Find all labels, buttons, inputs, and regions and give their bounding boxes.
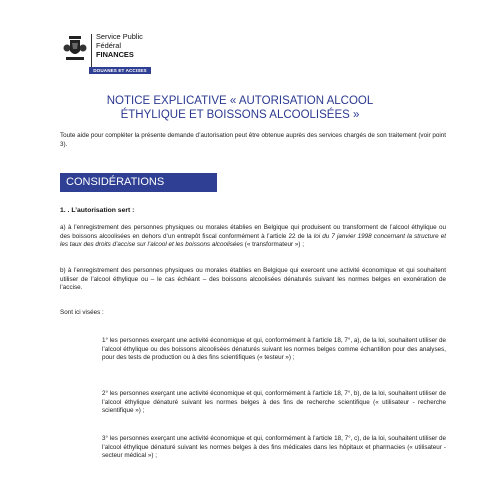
heading-1: 1. . L’autorisation sert : bbox=[60, 207, 135, 214]
list-item: 1° les personnes exerçant une activité économique et qui, conformément à l’article 18, 7°, a), de la loi, souhaitent utiliser de l’alcool éthylique ou des boissons alcoolisées dénaturés suivant les normes belges comme échantillon pour des analyses, pour des tests de production ou à des fins scientifiques (« testeur ») ; bbox=[102, 337, 446, 362]
sont-vises-label: Sont ici visées : bbox=[60, 309, 104, 316]
belgian-coat-of-arms-icon bbox=[63, 34, 87, 62]
department-badge: DOUANES ET ACCISES bbox=[89, 67, 151, 74]
org-line-1: Service Public bbox=[96, 32, 143, 41]
law-title: loi du 7 janvier 1998 concernant la structure et les taux des droits d’accise sur l’alcool et les boissons alcoolisées bbox=[60, 232, 446, 249]
list-item: 3° les personnes exerçant une activité économique et qui, conformément à l’article 18, 7°, c), de la loi, souhaitent utiliser de l’alcool éthylique dénaturé suivant les normes belges à des fins médicales dans les hôpitaux et pharmacies (« utilisateur - secteur médical ») ; bbox=[102, 435, 446, 460]
org-line-3: FINANCES bbox=[96, 50, 134, 59]
paragraph-a-end: (« transformateur ») ; bbox=[243, 241, 304, 249]
paragraph-b: b) à l’enregistrement des personnes physiques ou morales établies en Belgique qui exercent une activité économique et qui souhaitent utiliser de l’alcool éthylique ou – le cas échéant – des boissons alcoolisées dénaturés suivant les normes belges en exonération de l’accise. bbox=[60, 267, 446, 292]
intro-paragraph: Toute aide pour compléter la présente demande d’autorisation peut être obtenue auprès des services chargés de son traitement (voir point 3). bbox=[60, 132, 446, 148]
paragraph-a bbox=[60, 224, 446, 250]
org-line-2: Fédéral bbox=[96, 41, 122, 50]
document-title bbox=[60, 95, 420, 122]
section-title: CONSIDÉRATIONS GÉNÉRALES : bbox=[60, 173, 217, 192]
title-line-2: ÉTHYLIQUE ET BOISSONS ALCOOLISÉES » bbox=[120, 108, 360, 121]
list-item: 2° les personnes exerçant une activité économique et qui, conformément à l’article 18, 7°, b), de la loi, souhaitent utiliser de l’alcool éthylique dénaturé suivant les normes belges à des fins de recherche scientifique (« utilisateur - recherche scientifique ») ; bbox=[102, 390, 446, 415]
title-line-1: NOTICE EXPLICATIVE « AUTORISATION ALCOOL bbox=[106, 95, 374, 107]
paragraph-a-text: a) à l’enregistrement des personnes physiques ou morales établies en Belgique qui produisent ou transforment de l’alcool éthylique ou des boissons alcoolisées en dehors d’un entrepôt fiscal conformément à l’article 22 de la bbox=[60, 224, 446, 240]
